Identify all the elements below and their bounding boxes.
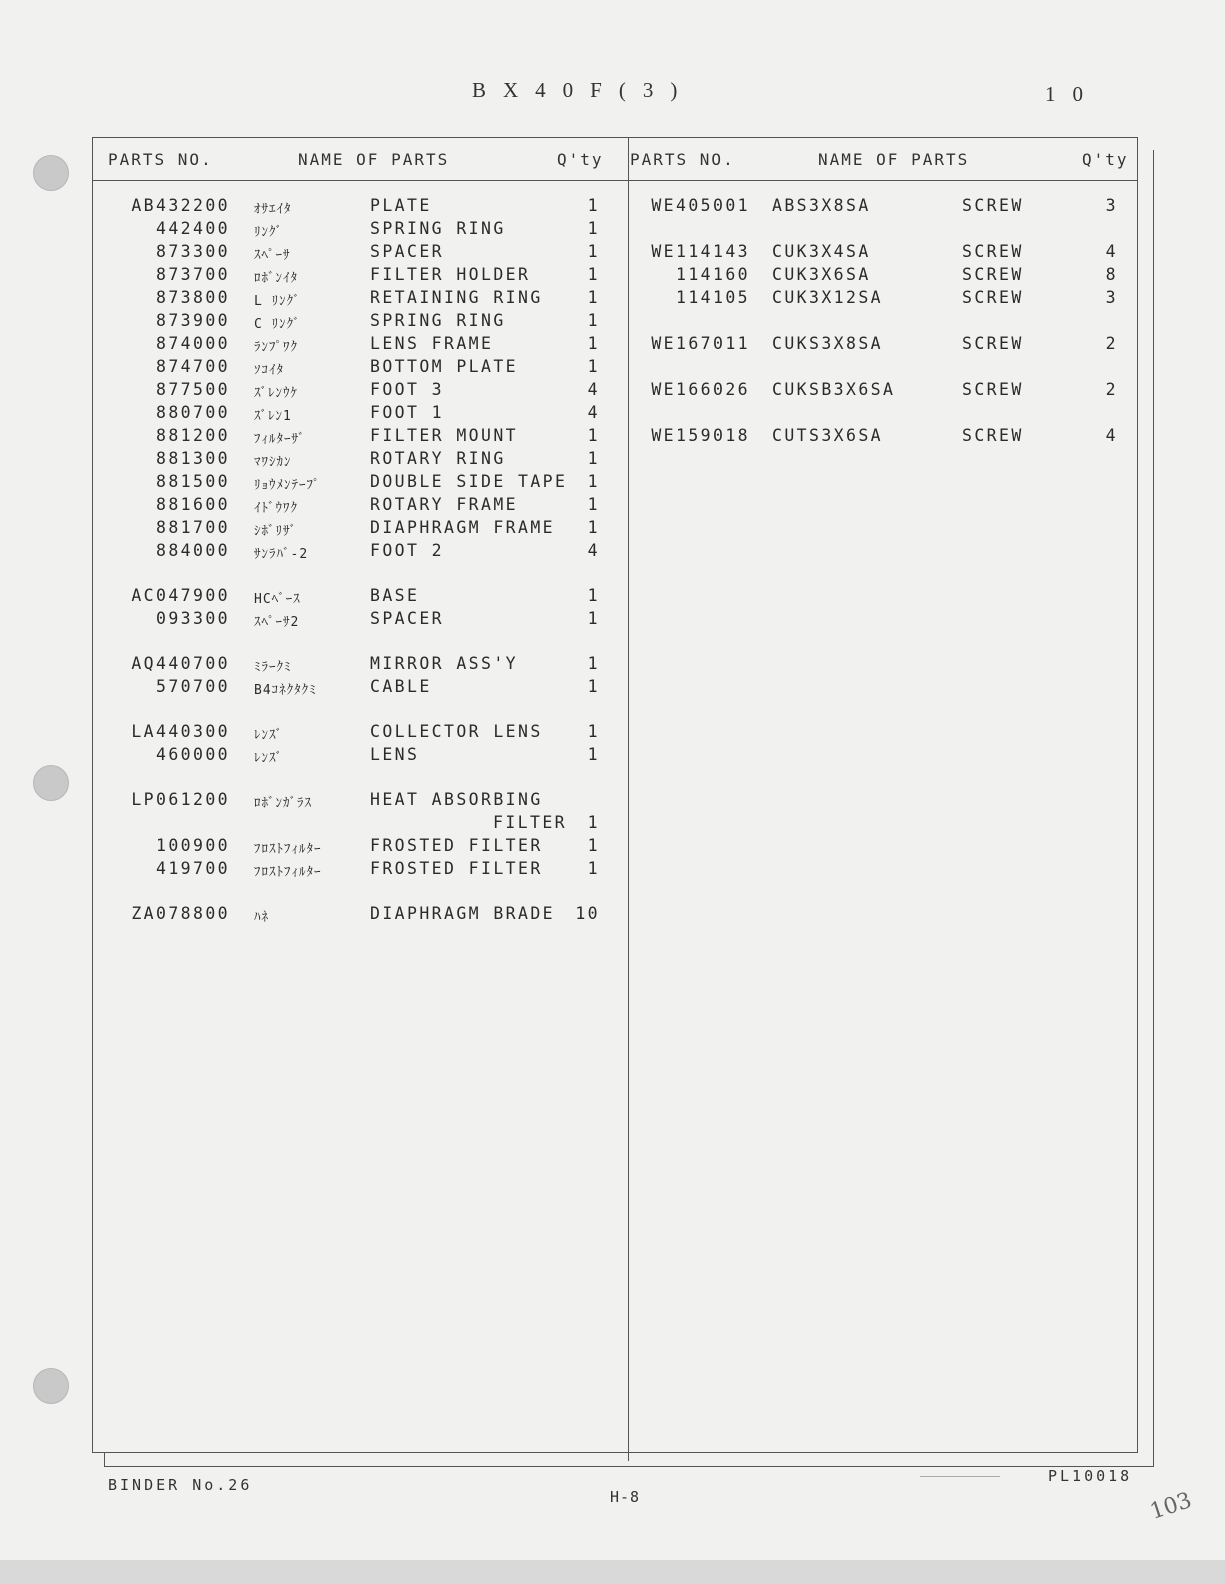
punch-hole-top <box>33 155 69 191</box>
part-number: 874000 <box>155 334 230 353</box>
table-row <box>0 495 620 517</box>
table-row <box>0 745 620 767</box>
part-name: MIRROR ASS'Y <box>370 654 519 673</box>
left-header-name-of-parts: NAME OF PARTS <box>298 150 450 169</box>
japanese-name: ﾌｨﾙﾀｰｻﾞ <box>254 432 306 447</box>
japanese-name: ｽﾍﾟｰｻ <box>254 248 291 263</box>
quantity: 10 <box>575 904 600 923</box>
table-row <box>0 288 1140 310</box>
part-name: ROTARY FRAME <box>370 495 519 514</box>
table-row <box>0 219 620 241</box>
quantity: 1 <box>587 196 600 215</box>
part-number: 570700 <box>155 677 230 696</box>
japanese-name: ﾗﾝﾌﾟﾜｸ <box>254 340 298 355</box>
quantity: 1 <box>587 609 600 628</box>
table-frame-edge-right <box>1138 150 1154 1467</box>
part-name: FROSTED FILTER <box>370 859 543 878</box>
quantity: 1 <box>587 654 600 673</box>
part-number: 873900 <box>155 311 230 330</box>
quantity: 1 <box>587 311 600 330</box>
japanese-name: ｵｻｴｲﾀ <box>254 202 292 217</box>
table-row <box>0 311 620 333</box>
japanese-name: ﾌﾛｽﾄﾌｨﾙﾀｰ <box>254 842 322 857</box>
table-row <box>0 426 1140 448</box>
part-name: FILTER MOUNT <box>370 426 519 445</box>
part-number: 881600 <box>155 495 230 514</box>
part-name: FROSTED FILTER <box>370 836 543 855</box>
part-number: 114160 <box>675 265 750 284</box>
document-title: BX40F(3) <box>472 78 695 102</box>
part-number: 100900 <box>155 836 230 855</box>
part-name: FOOT 2 <box>370 541 445 560</box>
quantity: 3 <box>1105 288 1118 307</box>
part-name: FILTER HOLDER <box>370 265 531 284</box>
table-row <box>0 196 1140 218</box>
quantity: 1 <box>587 265 600 284</box>
table-row <box>0 518 620 540</box>
table-row <box>0 380 1140 402</box>
quantity: 4 <box>587 380 600 399</box>
table-row <box>0 265 1140 287</box>
quantity: 1 <box>587 745 600 764</box>
table-row <box>0 242 1140 264</box>
part-number: AB432200 <box>131 196 230 215</box>
quantity: 1 <box>587 518 600 537</box>
part-number: WE167011 <box>651 334 750 353</box>
quantity: 1 <box>587 586 600 605</box>
part-name: BASE <box>370 586 420 605</box>
part-name: ROTARY RING <box>370 449 506 468</box>
japanese-name: ﾌﾛｽﾄﾌｨﾙﾀｰ <box>254 865 322 880</box>
part-number: WE405001 <box>651 196 750 215</box>
part-number: WE114143 <box>651 242 750 261</box>
header-rule <box>92 180 1138 181</box>
table-row <box>0 859 620 881</box>
document-id: PL10018 <box>1048 1467 1133 1485</box>
part-name: SCREW <box>962 380 1024 399</box>
table-row <box>0 836 620 858</box>
part-name: DIAPHRAGM FRAME <box>370 518 556 537</box>
part-name: SPRING RING <box>370 311 506 330</box>
japanese-name: ﾊﾈ <box>254 910 269 925</box>
part-number: 880700 <box>155 403 230 422</box>
part-name: SCREW <box>962 242 1024 261</box>
japanese-name: ｽﾞﾚﾝ1 <box>254 409 292 424</box>
quantity: 2 <box>1105 334 1118 353</box>
table-row <box>0 357 620 379</box>
part-name: HEAT ABSORBING <box>370 790 543 809</box>
japanese-name: ﾘﾝｸﾞ <box>254 225 283 240</box>
part-number: 093300 <box>155 609 230 628</box>
japanese-name: ｿｺｲﾀ <box>254 363 284 378</box>
table-row <box>0 449 620 471</box>
right-header-name-of-parts: NAME OF PARTS <box>818 150 970 169</box>
part-number: WE159018 <box>651 426 750 445</box>
binder-label: BINDER No.26 <box>108 1476 253 1494</box>
handwritten-note: 103 <box>1147 1488 1195 1525</box>
part-number: 419700 <box>155 859 230 878</box>
part-number: 877500 <box>155 380 230 399</box>
screw-code: CUTS3X6SA <box>772 426 884 445</box>
screw-code: CUK3X6SA <box>772 265 871 284</box>
table-row <box>0 586 620 608</box>
quantity: 4 <box>587 403 600 422</box>
punch-hole-bottom <box>33 1368 69 1404</box>
table-row <box>0 472 620 494</box>
part-number: AQ440700 <box>131 654 230 673</box>
quantity: 8 <box>1105 265 1118 284</box>
part-number: ZA078800 <box>131 904 230 923</box>
part-name: CABLE <box>370 677 432 696</box>
part-name: SCREW <box>962 426 1024 445</box>
part-name: SPACER <box>370 242 445 261</box>
japanese-name: ﾛﾎﾞﾝｲﾀ <box>254 271 298 286</box>
japanese-name: ﾘｮｳﾒﾝﾃｰﾌﾟ <box>254 478 321 493</box>
part-number: 881300 <box>155 449 230 468</box>
screw-code: CUK3X4SA <box>772 242 871 261</box>
screw-code: CUK3X12SA <box>772 288 884 307</box>
quantity: 4 <box>1105 426 1118 445</box>
table-row <box>0 609 620 631</box>
part-number: LA440300 <box>131 722 230 741</box>
quantity: 1 <box>587 219 600 238</box>
table-row <box>0 334 1140 356</box>
table-row <box>0 813 620 835</box>
quantity: 1 <box>587 813 600 832</box>
right-header-parts-no: PARTS NO. <box>630 150 735 169</box>
page-code: H-8 <box>610 1488 641 1506</box>
left-header-qty: Q'ty <box>557 150 604 169</box>
quantity: 1 <box>587 836 600 855</box>
right-header-qty: Q'ty <box>1082 150 1129 169</box>
page-number: 10 <box>1045 82 1100 106</box>
part-name: FOOT 1 <box>370 403 445 422</box>
japanese-name: HCﾍﾞｰｽ <box>254 592 301 607</box>
quantity: 1 <box>587 472 600 491</box>
quantity: 1 <box>587 495 600 514</box>
quantity: 1 <box>587 242 600 261</box>
table-row <box>0 790 620 812</box>
part-name: SCREW <box>962 288 1024 307</box>
japanese-name: ｽﾍﾟｰｻ2 <box>254 615 300 630</box>
japanese-name: B4ｺﾈｸﾀｸﾐ <box>254 683 317 698</box>
part-number: 874700 <box>155 357 230 376</box>
japanese-name: L ﾘﾝｸﾞ <box>254 294 301 309</box>
quantity: 1 <box>587 722 600 741</box>
japanese-name: ｽﾞﾚﾝｳｹ <box>254 386 298 401</box>
part-number: 114105 <box>675 288 750 307</box>
screw-code: CUKSB3X6SA <box>772 380 896 399</box>
quantity: 1 <box>587 334 600 353</box>
quantity: 4 <box>587 541 600 560</box>
part-name: SPRING RING <box>370 219 506 238</box>
quantity: 1 <box>587 426 600 445</box>
japanese-name: ﾚﾝｽﾞ <box>254 751 283 766</box>
part-number: 884000 <box>155 541 230 560</box>
part-number: AC047900 <box>131 586 230 605</box>
part-name: SPACER <box>370 609 445 628</box>
japanese-name: C ﾘﾝｸﾞ <box>254 317 301 332</box>
quantity: 1 <box>587 288 600 307</box>
part-name: COLLECTOR LENS <box>370 722 543 741</box>
part-number: 873300 <box>155 242 230 261</box>
japanese-name: ﾐﾗｰｸﾐ <box>254 660 292 675</box>
scan-edge <box>0 1560 1225 1584</box>
part-name: DIAPHRAGM BRADE <box>370 904 556 923</box>
part-number: 881700 <box>155 518 230 537</box>
japanese-name: ﾛﾎﾞﾝｶﾞﾗｽ <box>254 796 312 811</box>
screw-code: ABS3X8SA <box>772 196 871 215</box>
screw-code: CUKS3X8SA <box>772 334 884 353</box>
part-name: FOOT 3 <box>370 380 445 399</box>
table-row <box>0 904 620 926</box>
quantity: 4 <box>1105 242 1118 261</box>
japanese-name: ﾚﾝｽﾞ <box>254 728 283 743</box>
japanese-name: ｻﾝﾗﾊﾞ-2 <box>254 547 309 562</box>
part-name: PLATE <box>370 196 432 215</box>
japanese-name: ｼﾎﾞﾘｻﾞ <box>254 524 297 539</box>
part-number: 881200 <box>155 426 230 445</box>
part-number: 873800 <box>155 288 230 307</box>
part-number: WE166026 <box>651 380 750 399</box>
part-number: 873700 <box>155 265 230 284</box>
japanese-name: ﾏﾜｼｶﾝ <box>254 455 292 470</box>
part-name: BOTTOM PLATE <box>370 357 519 376</box>
quantity: 3 <box>1105 196 1118 215</box>
quantity: 1 <box>587 859 600 878</box>
quantity: 1 <box>587 677 600 696</box>
part-name: DOUBLE SIDE TAPE <box>370 472 568 491</box>
quantity: 2 <box>1105 380 1118 399</box>
part-name: RETAINING RING <box>370 288 543 307</box>
table-row <box>0 403 620 425</box>
quantity: 1 <box>587 357 600 376</box>
table-row <box>0 654 620 676</box>
table-row <box>0 722 620 744</box>
part-name: FILTER <box>493 813 568 832</box>
part-name: SCREW <box>962 196 1024 215</box>
japanese-name: ｲﾄﾞｳﾜｸ <box>254 501 298 516</box>
faint-mark <box>920 1476 1000 1485</box>
table-row <box>0 677 620 699</box>
part-name: SCREW <box>962 334 1024 353</box>
part-number: 442400 <box>155 219 230 238</box>
left-header-parts-no: PARTS NO. <box>108 150 213 169</box>
part-name: SCREW <box>962 265 1024 284</box>
table-frame-edge-bottom <box>104 1453 1154 1467</box>
part-number: 460000 <box>155 745 230 764</box>
part-name: LENS <box>370 745 420 764</box>
table-row <box>0 541 620 563</box>
part-number: 881500 <box>155 472 230 491</box>
quantity: 1 <box>587 449 600 468</box>
part-number: LP061200 <box>131 790 230 809</box>
part-name: LENS FRAME <box>370 334 494 353</box>
